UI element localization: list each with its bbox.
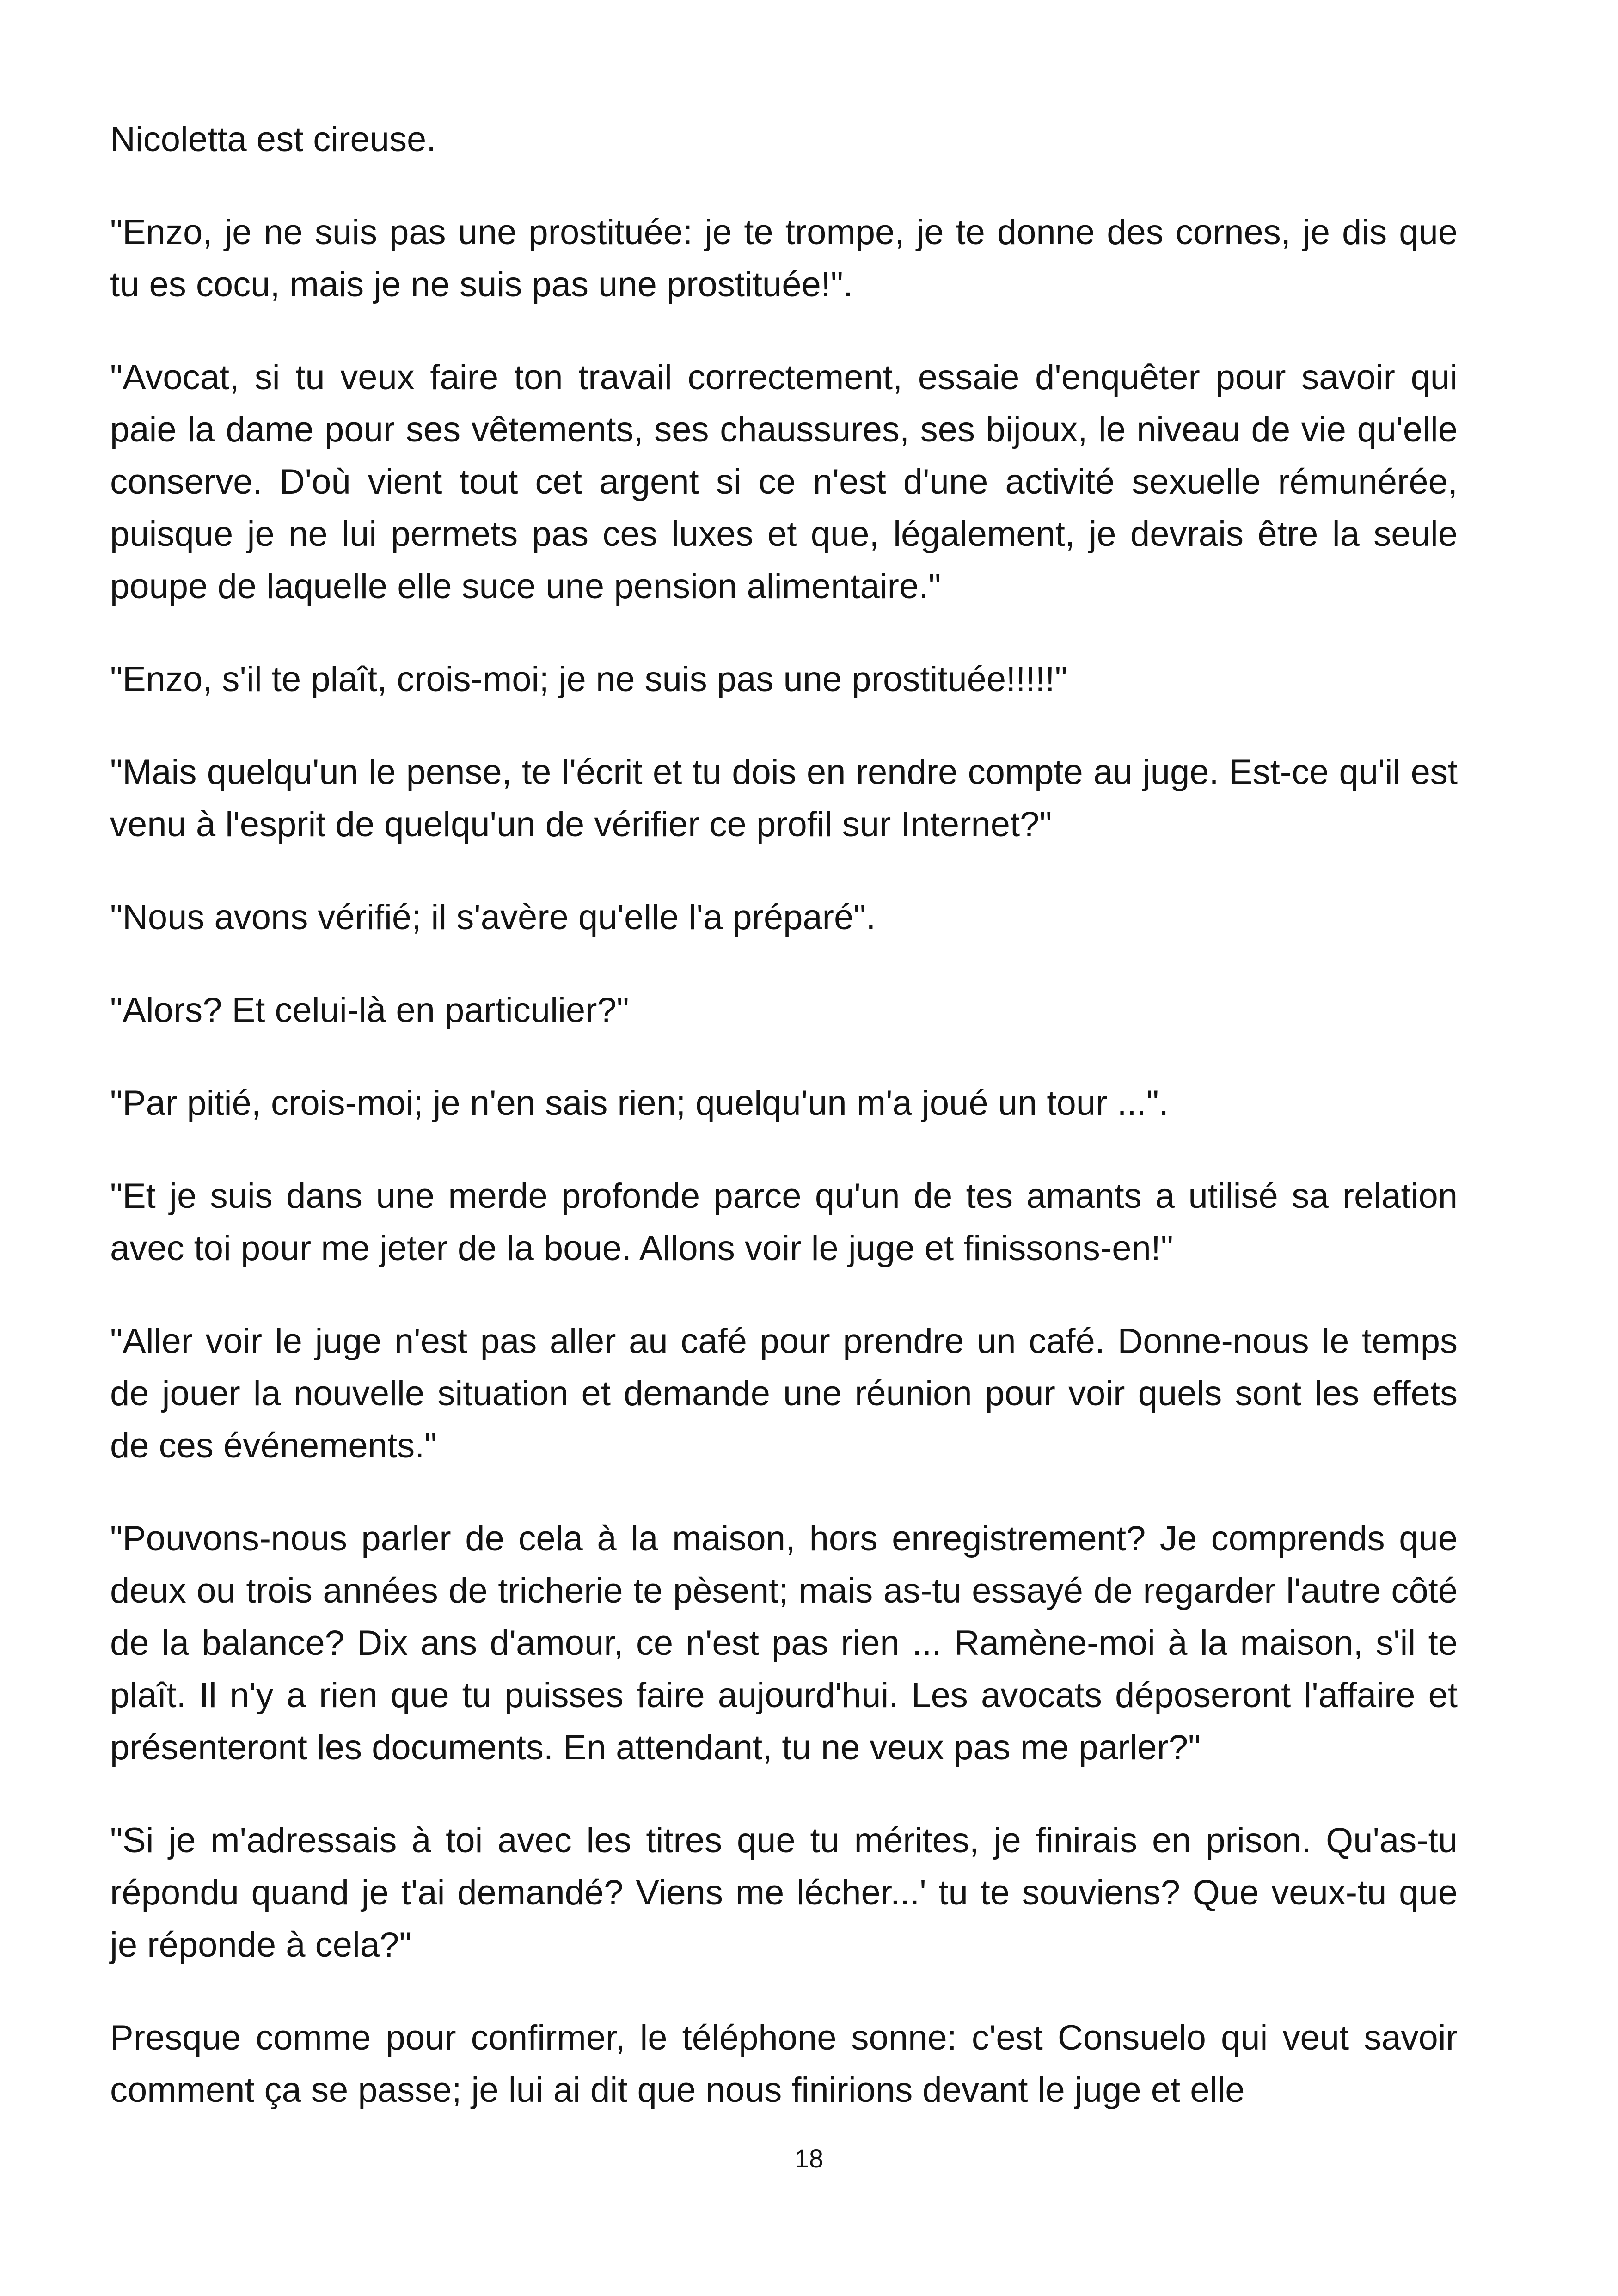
paragraph: "Mais quelqu'un le pense, te l'écrit et tu dois en rendre compte au juge. Est-ce qu'il est venu à l'esprit de quelqu'un de vérifier ce profil sur Internet?" (110, 753, 1458, 844)
paragraph: "Enzo, je ne suis pas une prostituée: je te trompe, je te donne des cornes, je dis que tu es cocu, mais je ne suis pas une prostituée!". (110, 213, 1458, 304)
paragraph: "Avocat, si tu veux faire ton travail correctement, essaie d'enquêter pour savoir qui paie la dame pour ses vêtements, ses chaussures, ses bijoux, le niveau de vie qu'elle conserve. D'où vient tout cet argent si ce n'est d'une activité sexuelle rémunérée, puisque je ne lui permets pas ces luxes et que, légalement, je devrais être la seule poupe de laquelle elle suce une pension alimentaire." (110, 358, 1458, 606)
paragraph: "Et je suis dans une merde profonde parce qu'un de tes amants a utilisé sa relation avec toi pour me jeter de la boue. Allons voir le juge et finissons-en!" (110, 1176, 1458, 1268)
body-text (110, 113, 1458, 2116)
paragraph: "Aller voir le juge n'est pas aller au café pour prendre un café. Donne-nous le temps de jouer la nouvelle situation et demande une réunion pour voir quels sont les effets de ces événements." (110, 1322, 1458, 1465)
paragraph: "Par pitié, crois-moi; je n'en sais rien; quelqu'un m'a joué un tour ...". (110, 1084, 1169, 1123)
paragraph: Presque comme pour confirmer, le téléphone sonne: c'est Consuelo qui veut savoir comment ça se passe; je lui ai dit que nous finirions devant le juge et elle (110, 2018, 1458, 2110)
paragraph: Nicoletta est cireuse. (110, 120, 436, 159)
paragraph: "Pouvons-nous parler de cela à la maison, hors enregistrement? Je comprends que deux ou trois années de tricherie te pèsent; mais as-tu essayé de regarder l'autre côté de la balance? Dix ans d'amour, ce n'est pas rien ... Ramène-moi à la maison, s'il te plaît. Il n'y a rien que tu puisses faire aujourd'hui. Les avocats déposeront l'affaire et présenteront les documents. En attendant, tu ne veux pas me parler?" (110, 1519, 1458, 1767)
page-number: 18 (794, 2144, 824, 2173)
paragraph: "Enzo, s'il te plaît, crois-moi; je ne suis pas une prostituée!!!!!" (110, 660, 1067, 699)
paragraph: "Alors? Et celui-là en particulier?" (110, 991, 629, 1030)
paragraph: "Si je m'adressais à toi avec les titres que tu mérites, je finirais en prison. Qu'as-tu répondu quand je t'ai demandé? Viens me lécher...' tu te souviens? Que veux-tu que je réponde à cela?" (110, 1821, 1458, 1965)
paragraph: "Nous avons vérifié; il s'avère qu'elle l'a préparé". (110, 898, 876, 937)
